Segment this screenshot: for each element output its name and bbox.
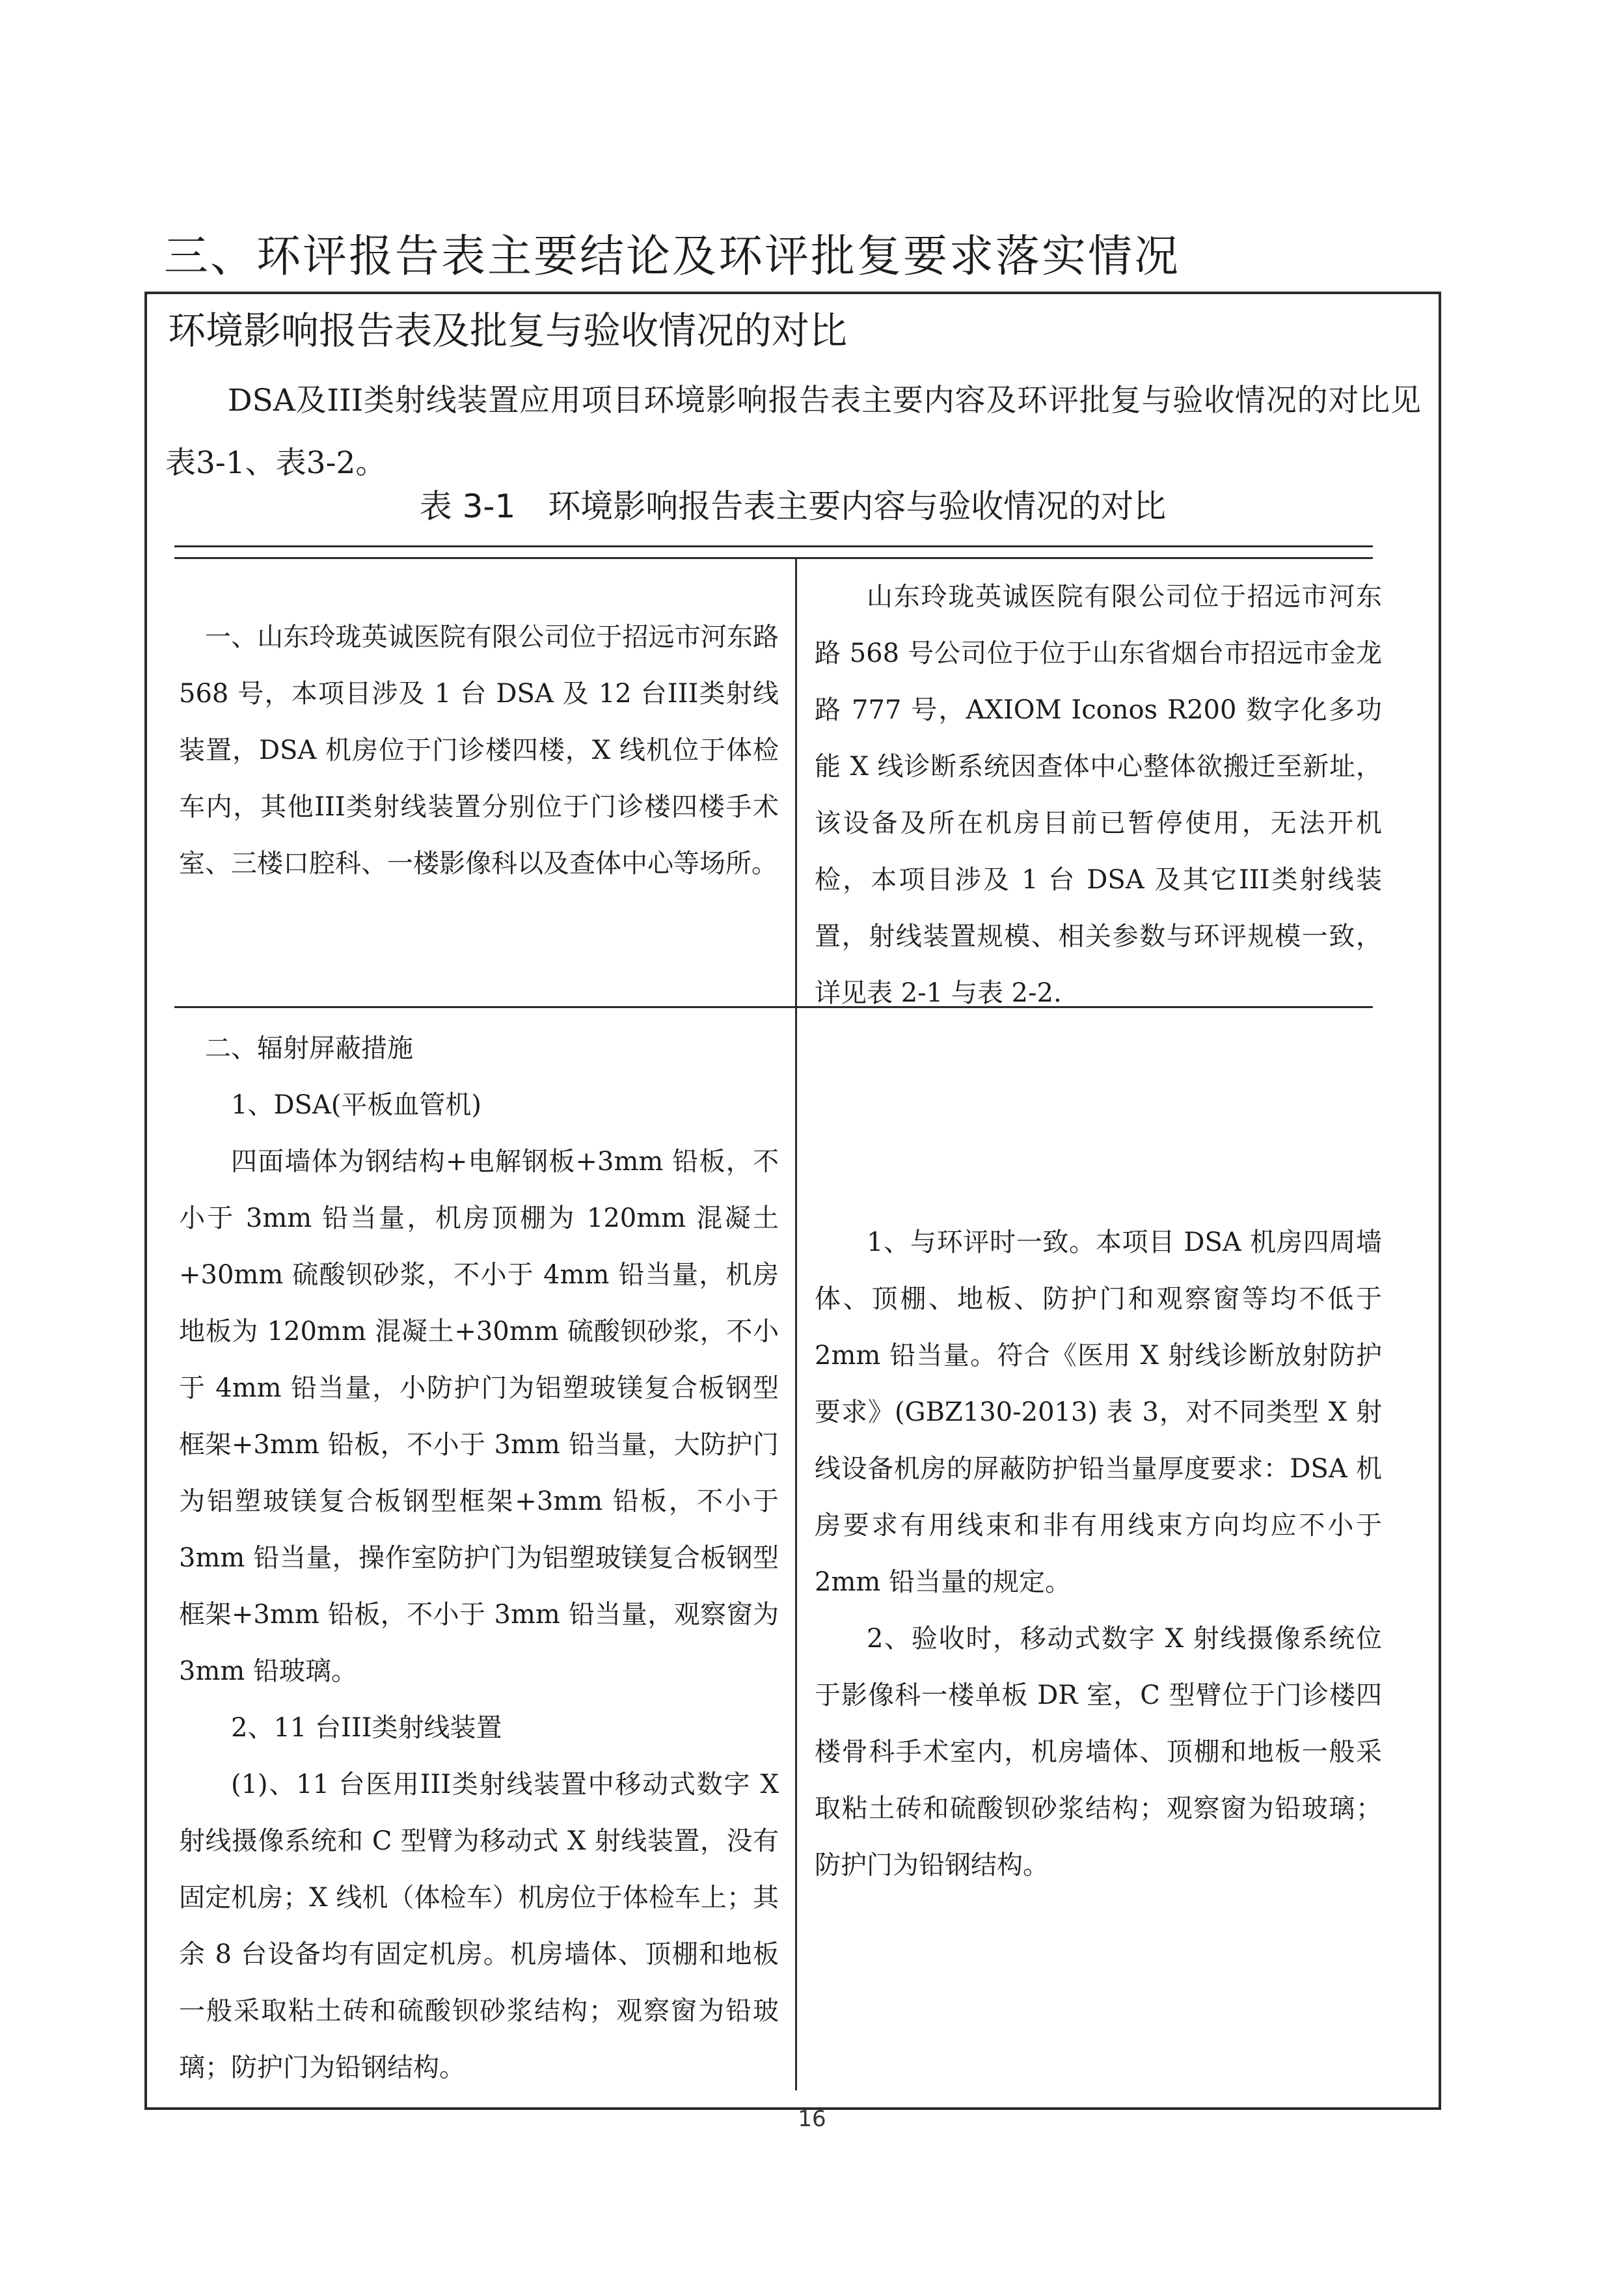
row2-left-cell xyxy=(179,1020,779,2096)
row1-left-text: 一、山东玲珑英诚医院有限公司位于招远市河东路 568 号，本项目涉及 1 台 DSA 及 12 台III类射线装置，DSA 机房位于门诊楼四楼，X 线机位于体检车内，其他III类射线装置分别位于门诊楼四楼手术室、三楼口腔科、一楼影像科以及查体中心等场所。 xyxy=(179,622,779,879)
section-title: 环境影响报告表及批复与验收情况的对比 xyxy=(168,308,848,353)
acceptance-item-1: 1、与环评时一致。本项目 DSA 机房四周墙体、顶棚、地板、防护门和观察窗等均不低于 2mm 铅当量。符合《医用 X 射线诊断放射防护要求》(GBZ130-2013) 表 3，对不同类型 X 射线设备机房的屏蔽防护铅当量厚度要求：DSA 机房要求有用线束和非有用线束方向均应不小于 2mm 铅当量的规定。 xyxy=(815,1227,1382,1597)
table-column-divider xyxy=(795,557,797,2090)
dsa-shielding-text: 四面墙体为钢结构+电解钢板+3mm 铅板，不小于 3mm 铅当量，机房顶棚为 120mm 混凝土+30mm 硫酸钡砂浆，不小于 4mm 铅当量，机房地板为 120mm 混凝土+30mm 硫酸钡砂浆，不小于 4mm 铅当量，小防护门为铝塑玻镁复合板钢型框架+3mm 铅板，不小于 3mm 铅当量，大防护门为铝塑玻镁复合板钢型框架+3mm 铅板，不小于 3mm 铅当量，操作室防护门为铝塑玻镁复合板钢型框架+3mm 铅板，不小于 3mm 铅当量，观察窗为 3mm 铅玻璃。 xyxy=(179,1147,779,1686)
class3-shielding-text: (1)、11 台医用III类射线装置中移动式数字 X 射线摄像系统和 C 型臂为移动式 X 射线装置，没有固定机房；X 线机（体检车）机房位于体检车上；其余 8 台设备均有固定机房。机房墙体、顶棚和地板一般采取粘土砖和硫酸钡砂浆结构；观察窗为铅玻璃；防护门为铅钢结构。 xyxy=(179,1770,779,2083)
page-number: 16 xyxy=(798,2106,826,2132)
dsa-subheading: 1、DSA(平板血管机) xyxy=(231,1090,482,1120)
row1-left-cell xyxy=(179,609,779,892)
page-heading: 三、环评报告表主要结论及环评批复要求落实情况 xyxy=(164,231,1181,282)
shielding-heading: 二、辐射屏蔽措施 xyxy=(205,1033,413,1063)
class3-subheading: 2、11 台III类射线装置 xyxy=(231,1713,502,1743)
table-header-rule xyxy=(174,557,1373,559)
table-top-rule xyxy=(174,545,1373,547)
acceptance-item-2: 2、验收时，移动式数字 X 射线摄像系统位于影像科一楼单板 DR 室，C 型臂位于门诊楼四楼骨科手术室内，机房墙体、顶棚和地板一般采取粘土砖和硫酸钡砂浆结构；观察窗为铅玻璃；防护门为铅钢结构。 xyxy=(815,1624,1382,1880)
row1-right-cell xyxy=(815,569,1382,1022)
intro-paragraph: DSA及III类射线装置应用项目环境影响报告表主要内容及环评批复与验收情况的对比见表3-1、表3-2。 xyxy=(165,383,1421,481)
table-caption: 表 3-1 环境影响报告表主要内容与验收情况的对比 xyxy=(419,487,1167,525)
row1-right-text: 山东玲珑英诚医院有限公司位于招远市河东路 568 号公司位于位于山东省烟台市招远市金龙路 777 号，AXIOM Iconos R200 数字化多功能 X 线诊断系统因查体中心整体欲搬迁至新址，该设备及所在机房目前已暂停使用，无法开机检，本项目涉及 1 台 DSA 及其它III类射线装置，射线装置规模、相关参数与环评规模一致，详见表 2-1 与表 2-2. xyxy=(815,582,1382,1008)
row2-right-cell xyxy=(815,1214,1382,1894)
